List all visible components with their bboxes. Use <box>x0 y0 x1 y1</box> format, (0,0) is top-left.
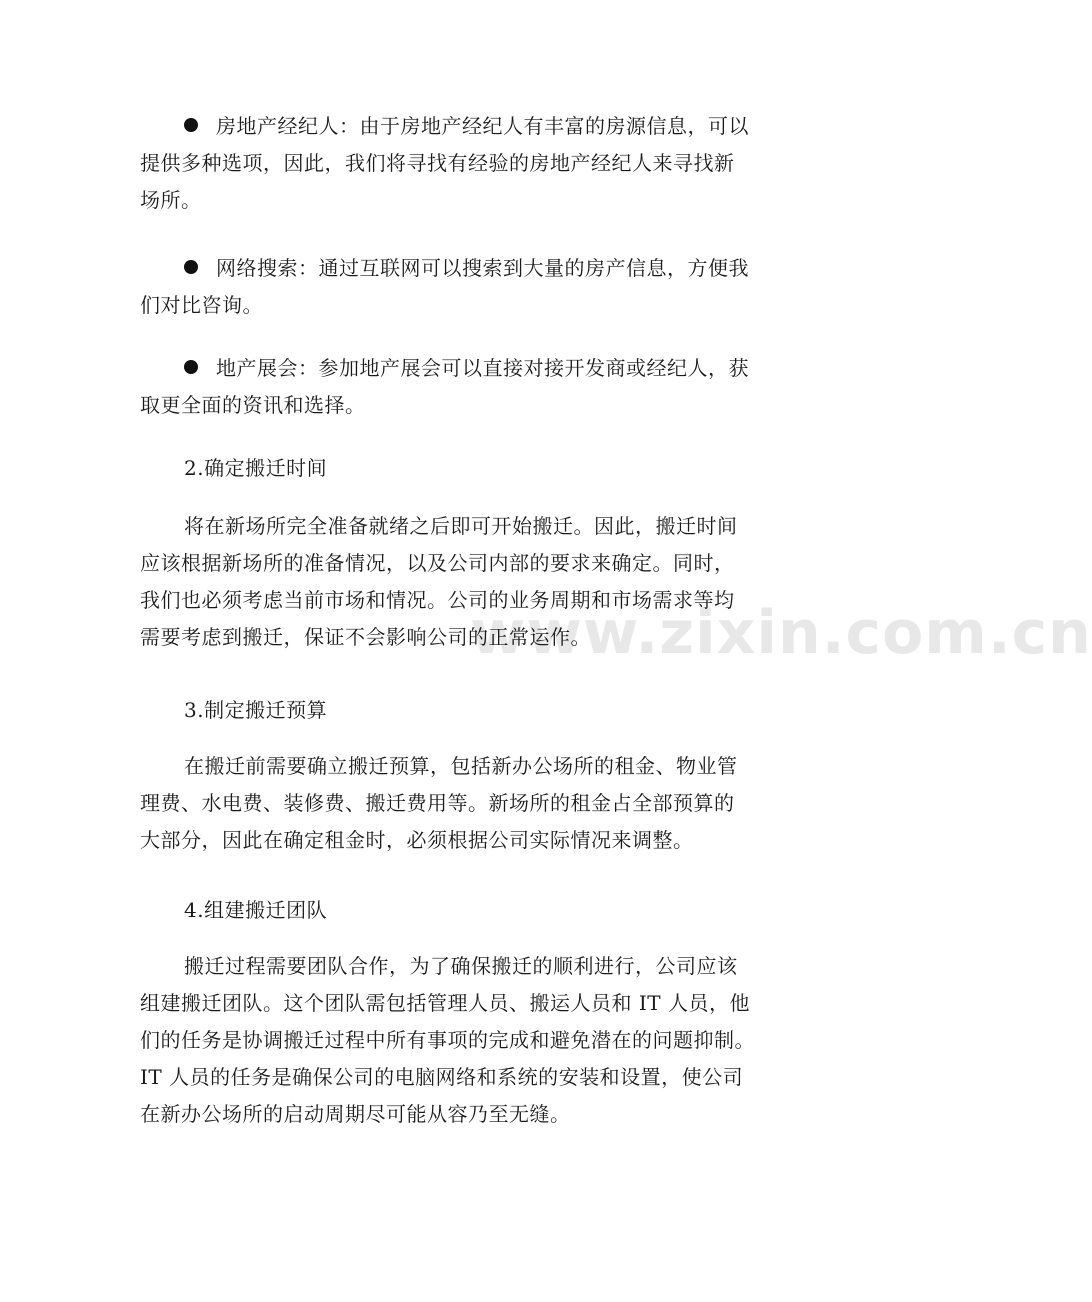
bullet-dot-icon <box>184 260 198 274</box>
bullet-line: 房地产经纪人：由于房地产经纪人有丰富的房源信息，可以 <box>140 108 800 145</box>
paragraph-line: 需要考虑到搬迁，保证不会影响公司的正常运作。 <box>140 625 591 649</box>
paragraph-line: 我们也必须考虑当前市场和情况。公司的业务周期和市场需求等均 <box>140 588 735 612</box>
bullet-dot-icon <box>184 360 198 374</box>
bullet-item-expo <box>140 350 800 424</box>
paragraph-line: 在搬迁前需要确立搬迁预算，包括新办公场所的租金、物业管 <box>184 754 738 778</box>
section-heading-3: 3.制定搬迁预算 <box>184 698 328 722</box>
paragraph-line: 将在新场所完全准备就绪之后即可开始搬迁。因此，搬迁时间 <box>184 514 738 538</box>
bullet-item-real-estate-agent <box>140 108 800 219</box>
paragraph-line: 搬迁过程需要团队合作，为了确保搬迁的顺利进行，公司应该 <box>184 954 738 978</box>
paragraph-line: 大部分，因此在确定租金时，必须根据公司实际情况来调整。 <box>140 828 694 852</box>
section-heading-2: 2.确定搬迁时间 <box>184 456 328 480</box>
paragraph-line: 们的任务是协调搬迁过程中所有事项的完成和避免潜在的问题抑制。 <box>140 1028 755 1052</box>
section-paragraph-2 <box>140 508 800 656</box>
section-paragraph-3 <box>140 748 800 859</box>
paragraph-line: IT 人员的任务是确保公司的电脑网络和系统的安装和设置，使公司 <box>140 1065 744 1089</box>
paragraph-line: 场所。 <box>140 188 202 212</box>
watermark: www.zixin.com.cn <box>470 598 1092 668</box>
bullet-dot-icon <box>184 118 198 132</box>
paragraph-line: 应该根据新场所的准备情况，以及公司内部的要求来确定。同时， <box>140 551 735 575</box>
bullet-item-web-search <box>140 250 800 324</box>
bullet-line: 网络搜索：通过互联网可以搜索到大量的房产信息，方便我 <box>140 250 800 287</box>
section-heading-4: 4.组建搬迁团队 <box>184 898 328 922</box>
paragraph-line: 理费、水电费、装修费、搬迁费用等。新场所的租金占全部预算的 <box>140 791 735 815</box>
bullet-line: 地产展会：参加地产展会可以直接对接开发商或经纪人，获 <box>140 350 800 387</box>
section-paragraph-4 <box>140 948 800 1133</box>
paragraph-line: 提供多种选项，因此，我们将寻找有经验的房地产经纪人来寻找新 <box>140 151 735 175</box>
paragraph-line: 们对比咨询。 <box>140 293 263 317</box>
paragraph-line: 组建搬迁团队。这个团队需包括管理人员、搬运人员和 IT 人员，他 <box>140 991 750 1015</box>
paragraph-line: 在新办公场所的启动周期尽可能从容乃至无缝。 <box>140 1102 571 1126</box>
paragraph-line: 取更全面的资讯和选择。 <box>140 393 366 417</box>
